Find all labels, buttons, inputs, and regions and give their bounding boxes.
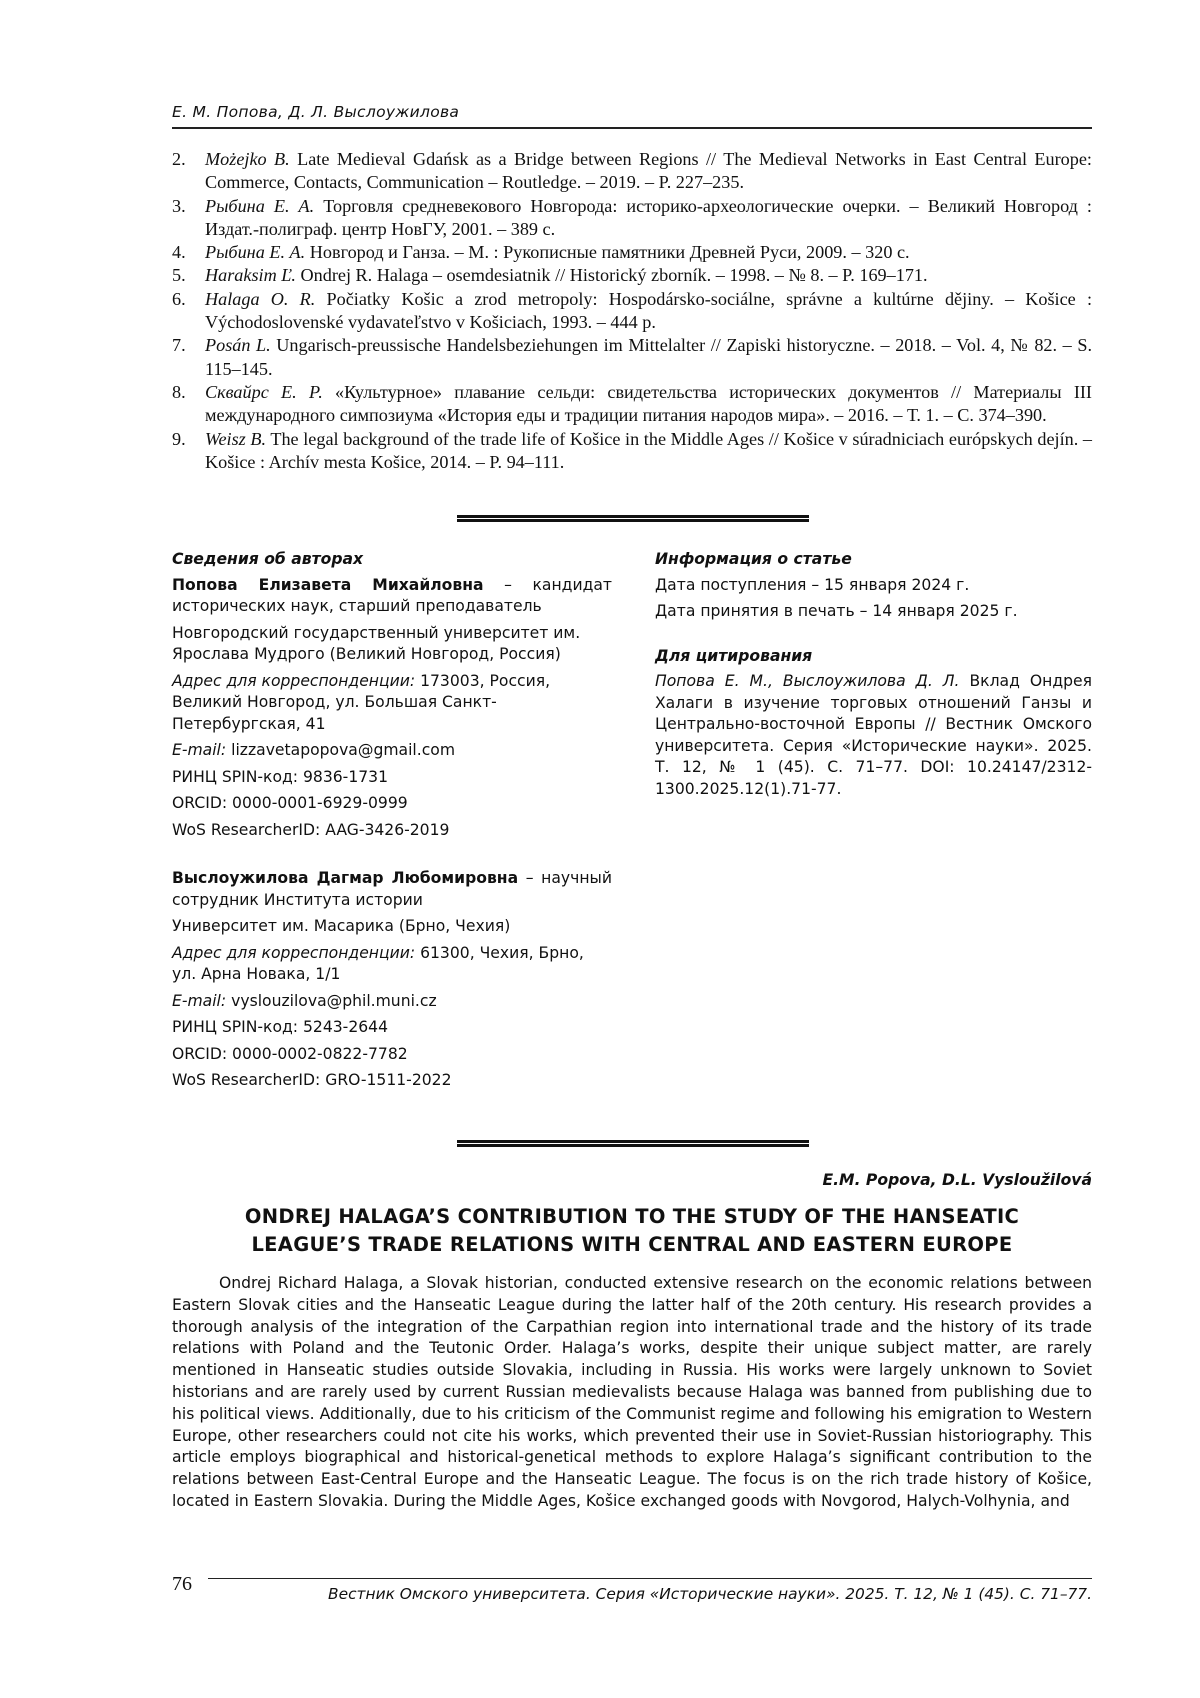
reference-author: Рыбина Е. А. — [205, 195, 315, 216]
reference-text: Ungarisch-preussische Handelsbeziehungen im Mittelalter // Zapiski historyczne. – 2018. – Vol. 4, № 82. – S. 115–145. — [205, 335, 1092, 379]
author1-email — [172, 740, 612, 762]
reference-number: 3. — [172, 195, 186, 216]
reference-item — [172, 264, 1092, 287]
reference-text: The legal background of the trade life of Košice in the Middle Ages // Košice v súradniciach európskych dejín. – Košice : Archív mesta Košice, 2014. – P. 94–111. — [205, 428, 1092, 472]
english-title-line2: LEAGUE’S TRADE RELATIONS WITH CENTRAL AND EASTERN EUROPE — [251, 1233, 1013, 1256]
article-info-title: Информация о статье — [655, 550, 852, 568]
footer-rule — [208, 1578, 1092, 1579]
author2-name-position — [172, 868, 612, 911]
reference-number: 7. — [172, 335, 186, 356]
author1-orcid: ORCID: 0000-0001-6929-0999 — [172, 794, 408, 812]
author2-name: Выслоужилова Дагмар Любомировна — [172, 869, 519, 887]
author2-address-label: Адрес для корреспонденции: — [172, 943, 416, 962]
reference-number: 4. — [172, 242, 186, 263]
author2-email — [172, 991, 612, 1013]
author1-address — [172, 671, 612, 736]
header-rule — [172, 127, 1092, 129]
reference-author: Posán L. — [205, 335, 271, 356]
author1-address-value: 173003, Россия, Великий Новгород, ул. Большая Санкт-Петербургская, 41 — [172, 671, 551, 733]
reference-item — [172, 381, 1092, 428]
reference-text: Новгород и Ганза. – М. : Рукописные памятники Древней Руси, 2009. – 320 с. — [305, 242, 910, 263]
reference-number: 9. — [172, 428, 186, 449]
reference-item — [172, 148, 1092, 195]
author1-name: Попова Елизавета Михайловна — [172, 575, 484, 594]
reference-text: Торговля средневекового Новгорода: историко-археологические очерки. – Великий Новгород : Издат.-полиграф. центр НовГУ, 2001. – 389 с. — [205, 195, 1092, 239]
reference-text: Ondrej R. Halaga – osemdesiatnik // Historický zborník. – 1998. – № 8. – P. 169–171. — [295, 265, 928, 286]
english-title — [172, 1203, 1092, 1259]
author2-address — [172, 943, 612, 986]
citation — [655, 671, 1092, 800]
reference-text: Late Medieval Gdańsk as a Bridge between Regions // The Medieval Networks in East Central Europe: Commerce, Contacts, Communication – Routledge. – 2019. – P. 227–235. — [205, 149, 1092, 193]
author2-email-value: vyslouzilova@phil.muni.cz — [226, 991, 437, 1010]
section-divider — [457, 515, 809, 522]
reference-author: Сквайрс Е. Р. — [205, 381, 323, 402]
reference-author: Weisz B. — [205, 428, 267, 449]
author2-email-label: E-mail: — [172, 991, 227, 1010]
author1-wos: WoS ResearcherID: AAG-3426-2019 — [172, 820, 450, 839]
reference-item — [172, 195, 1092, 242]
author1-address-label: Адрес для корреспонденции: — [172, 671, 416, 690]
english-title-line1: ONDREJ HALAGA’S CONTRIBUTION TO THE STUDY OF THE HANSEATIC — [244, 1205, 1020, 1228]
author2-address-value: 61300, Чехия, Брно, ул. Арна Новака, 1/1 — [172, 943, 584, 983]
page-number: 76 — [172, 1573, 192, 1595]
author2-orcid: ORCID: 0000-0002-0822-7782 — [172, 1044, 408, 1063]
reference-number: 5. — [172, 265, 186, 286]
author1-position: – кандидат исторических наук, старший преподаватель — [172, 575, 612, 615]
author1-spin: РИНЦ SPIN-код: 9836-1731 — [172, 767, 388, 786]
author2-position: – научный сотрудник Института истории — [172, 869, 612, 909]
author1-email-label: E-mail: — [172, 741, 227, 759]
reference-item — [172, 288, 1092, 335]
article-info — [655, 549, 1092, 805]
english-abstract: Ondrej Richard Halaga, a Slovak historian, conducted extensive research on the economic relations between Eastern Slovak cities and the Hanseatic League during the latter half of the 20th century. His research provides a thorough analysis of the integration of the Carpathian region into international trade and the history of its trade relations with Poland and the Teutonic Order. Halaga’s works, despite their unique subject matter, are rarely mentioned in Hanseatic studies outside Slovakia, including in Russia. His works were largely unknown to Soviet historians and are rarely used by current Russian medievalists because Halaga was banned from publishing due to his political views. Additionally, due to his criticism of the Communist regime and following his emigration to Western Europe, other researchers could not cite his works, which prevented their use in Soviet-Russian historiography. This article employs biographical and historical-genetical methods to explore Halaga’s significant contribution to the relations between East-Central Europe and the Hanseatic League. The focus is on the rich trade history of Košice, located in Eastern Slovakia. During the Middle Ages, Košice exchanged goods with Novgorod, Halych-Volhynia, and — [172, 1274, 1092, 1510]
citation-title: Для цитирования — [655, 646, 813, 665]
citation-authors: Попова Е. М., Выслоужилова Д. Л. — [655, 672, 960, 690]
reference-text: «Культурное» плавание сельди: свидетельства исторических документов // Материалы III международного симпозиума «История еды и традиции питания народов мира». – 2016. – Т. 1. – С. 374–390. — [205, 381, 1092, 426]
references-list — [172, 148, 1092, 474]
author2-wos: WoS ResearcherID: GRO-1511-2022 — [172, 1071, 452, 1089]
authors-info-title: Сведения об авторах — [172, 550, 364, 568]
reference-item — [172, 241, 1092, 264]
author1-name-position — [172, 575, 612, 618]
author1-affiliation: Новгородский государственный университет им. Ярослава Мудрого (Великий Новгород, Россия) — [172, 623, 581, 663]
reference-author: Możejko B. — [205, 149, 290, 169]
author2-affiliation: Университет им. Масарика (Брно, Чехия) — [172, 917, 511, 935]
reference-author: Halaga O. R. — [205, 288, 316, 309]
reference-author: Haraksim Ľ. — [205, 265, 296, 286]
reference-author: Рыбина Е. А. — [205, 242, 306, 263]
citation-text: Вклад Ондрея Халаги в изучение торговых отношений Ганзы и Центрально-восточной Европы // Вестник Омского университета. Серия «Исторические науки». 2025. Т. 12, № 1 (45). С. 71–77. DOI: 10.24147/2312-1300.2025.12(1).71-77. — [655, 672, 1092, 798]
running-head: Е. М. Попова, Д. Л. Выслоужилова — [172, 103, 460, 121]
accepted-date: Дата принятия в печать – 14 января 2025 г. — [655, 602, 1018, 620]
reference-number: 8. — [172, 381, 186, 402]
author1-email-value: lizzavetapopova@gmail.com — [226, 741, 456, 759]
reference-number: 6. — [172, 288, 186, 309]
received-date: Дата поступления – 15 января 2024 г. — [655, 575, 970, 594]
author2-spin: РИНЦ SPIN-код: 5243-2644 — [172, 1018, 388, 1036]
reference-item — [172, 428, 1092, 475]
section-divider — [457, 1140, 809, 1147]
reference-number: 2. — [172, 149, 186, 169]
footer-journal: Вестник Омского университета. Серия «Исторические науки». 2025. Т. 12, № 1 (45). С. 71–77. — [328, 1585, 1092, 1603]
english-authors: E.M. Popova, D.L. Vysloužilová — [822, 1171, 1092, 1189]
reference-item — [172, 334, 1092, 381]
authors-info — [172, 549, 612, 1097]
reference-text: Počiatky Košic a zrod metropoly: Hospodársko-sociálne, správne a kultúrne dějiny. – Košice : Východoslovenské vydavateľstvo v Košiciach, 1993. – 444 p. — [205, 288, 1093, 333]
